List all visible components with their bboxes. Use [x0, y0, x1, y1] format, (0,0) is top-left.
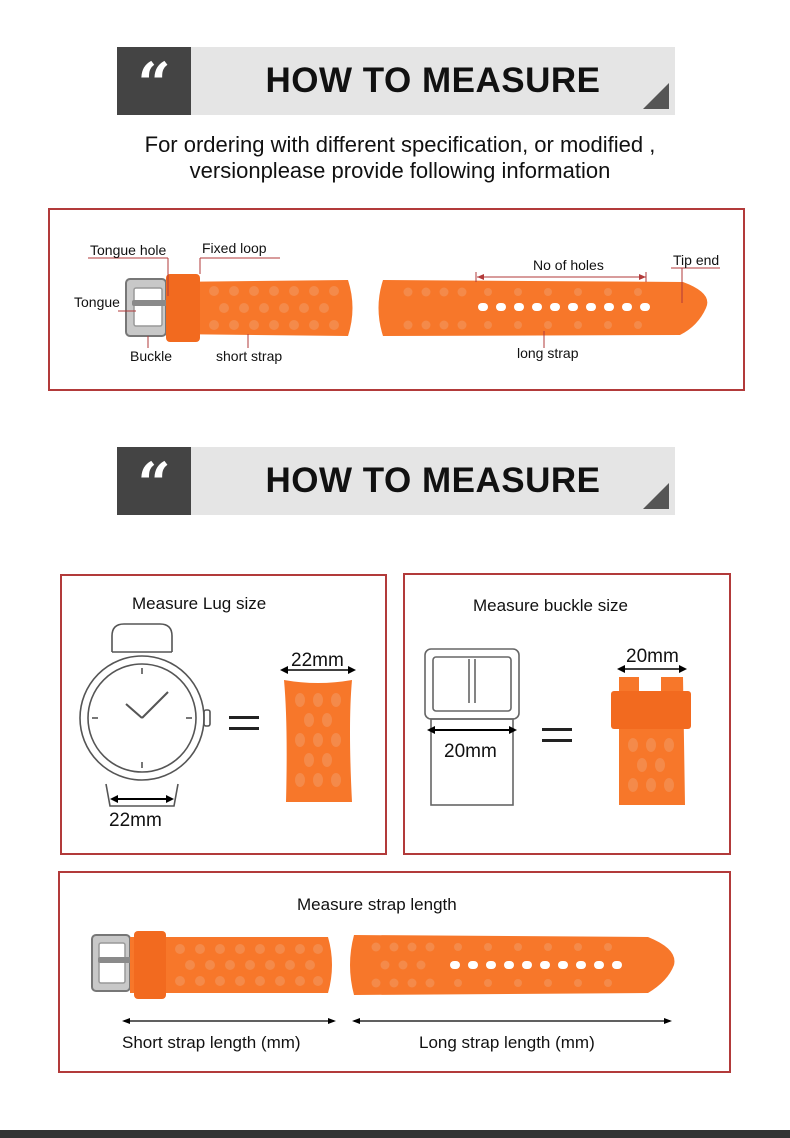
banner-title: HOW TO MEASURE	[265, 61, 601, 100]
quote-box	[117, 447, 191, 518]
buckle-strap-width: 20mm	[626, 646, 679, 667]
quote-box	[117, 47, 191, 118]
length-title: Measure strap length	[297, 895, 457, 914]
footer-bar	[0, 1130, 790, 1138]
label-fixed-loop: Fixed loop	[202, 240, 267, 256]
buckle-title: Measure buckle size	[473, 596, 628, 615]
short-strap-length-label: Short strap length (mm)	[122, 1033, 301, 1052]
lug-size-frame	[60, 574, 387, 855]
section-banner-1	[117, 47, 675, 118]
label-tongue-hole: Tongue hole	[90, 242, 167, 258]
strap-length-frame	[58, 871, 731, 1073]
label-tongue: Tongue	[74, 294, 120, 310]
tongue-icon	[132, 300, 168, 306]
buckle-outline-icon	[425, 649, 519, 805]
buckle-size-frame	[403, 573, 731, 855]
label-buckle: Buckle	[130, 348, 173, 364]
label-tip-end: Tip end	[673, 252, 720, 268]
banner-title: HOW TO MEASURE	[265, 461, 601, 500]
section-banner-2	[117, 447, 675, 518]
watch-icon	[80, 624, 210, 806]
lug-title: Measure Lug size	[132, 594, 267, 613]
intro-line-1: For ordering with different specification, or modified ,	[144, 132, 656, 157]
buckle-width: 20mm	[444, 741, 497, 762]
label-no-of-holes: No of holes	[533, 257, 604, 273]
long-strap-length-label: Long strap length (mm)	[419, 1033, 595, 1052]
buckle-loop-shape	[611, 691, 691, 729]
corner-triangle-icon	[643, 83, 669, 109]
quote-icon: “	[137, 50, 171, 118]
fixed-loop-shape	[166, 274, 200, 342]
label-long-strap: long strap	[517, 345, 579, 361]
lug-strap-width: 22mm	[291, 650, 344, 671]
intro-line-2: versionplease provide following information	[189, 158, 611, 183]
quote-icon: “	[137, 450, 171, 518]
lug-watch-width: 22mm	[109, 810, 162, 831]
label-short-strap: short strap	[216, 348, 283, 364]
strap-anatomy-frame	[48, 208, 745, 391]
corner-triangle-icon	[643, 483, 669, 509]
